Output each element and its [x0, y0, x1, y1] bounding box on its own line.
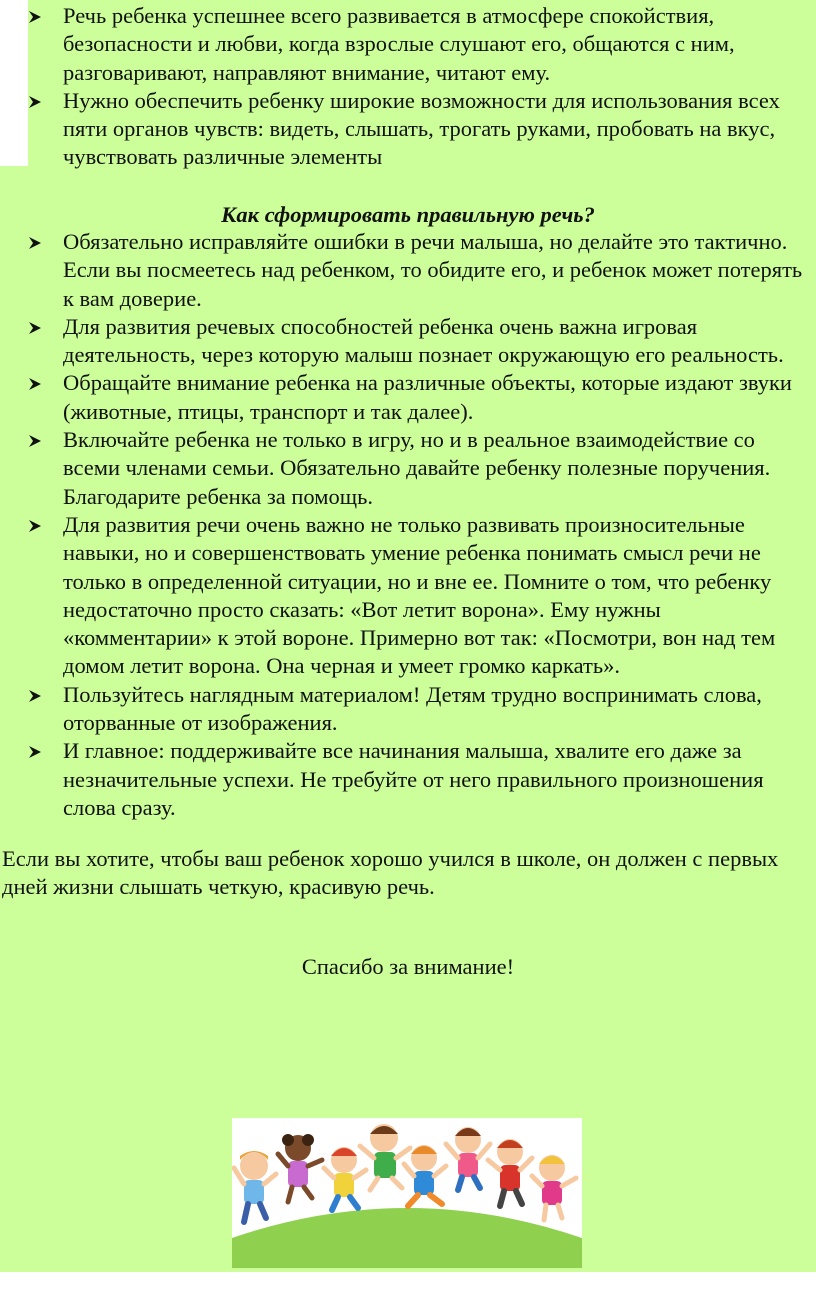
bullet-text: Включайте ребенка не только в игру, но и в реальное взаимодействие со всеми членами семьи. Обязательно давайте ребенку полезные поручения. Благодарите ребенка за помощь. [63, 427, 771, 509]
bullet-text: Речь ребенка успешнее всего развивается в атмосфере спокойствия, безопасности и любви, когда взрослые слушают его, общаются с ним, разговаривают, направляют внимание, читают ему. [63, 3, 735, 85]
thanks-line: Спасибо за внимание! [301, 954, 515, 979]
arrow-bullet-icon [28, 236, 42, 250]
list-item [0, 681, 816, 738]
bullet-text: Обязательно исправляйте ошибки в речи малыша, но делайте это тактично. Если вы посмеетесь над ребенком, то обидите его, и ребенок может потерять к вам доверие. [63, 229, 803, 311]
list-item [0, 228, 816, 313]
bullet-text: Нужно обеспечить ребенку широкие возможности для использования всех пяти органов чувств: видеть, слышать, трогать руками, пробовать на вкус, чувствовать различные элементы [63, 87, 780, 170]
bullet-text: И главное: поддерживайте все начинания малыша, хвалите его даже за незначительные успехи. Не требуйте от него правильного произношения слова сразу. [63, 738, 764, 820]
list-item [0, 426, 816, 511]
arrow-bullet-icon [28, 434, 42, 448]
bullet-text: Для развития речи очень важно не только развивать произносительные навыки, но и совершенствовать умение ребенка понимать смысл речи не только в определенной ситуации, но и вне ее. Помните о том, что ребенку недостаточно просто сказать: «Вот летит ворона». Ему нужны «комментарии» к этой вороне. Примерно вот так: «Посмотри, вон над тем домом летит ворона. Она черная и умеет громко каркать». [63, 511, 776, 679]
list-item [0, 87, 816, 172]
jumping-children-illustration [232, 1118, 582, 1268]
arrow-bullet-icon [28, 10, 42, 24]
arrow-bullet-icon [28, 377, 42, 391]
bullet-text: Пользуйтесь наглядным материалом! Детям трудно воспринимать слова, оторванные от изображения. [63, 681, 762, 736]
arrow-bullet-icon [28, 689, 42, 703]
list-item [0, 313, 816, 370]
section-heading: Как сформировать правильную речь? [221, 202, 595, 227]
arrow-bullet-icon [28, 519, 42, 533]
list-item [0, 511, 816, 681]
list-item [0, 2, 816, 87]
arrow-bullet-icon [28, 321, 42, 335]
closing-paragraph: Если вы хотите, чтобы ваш ребенок хорошо учился в школе, он должен с первых дней жизни слышать четкую, красивую речь. [2, 846, 779, 900]
list-item [0, 737, 816, 822]
intro-bullet-list [0, 2, 816, 172]
list-item [0, 369, 816, 426]
bullet-text: Обращайте внимание ребенка на различные объекты, которые издают звуки (животные, птицы, транспорт и так далее). [63, 370, 792, 424]
arrow-bullet-icon [28, 745, 42, 759]
bullet-text: Для развития речевых способностей ребенка очень важна игровая деятельность, через которую малыш познает окружающую его реальность. [63, 313, 784, 368]
tips-bullet-list [0, 228, 816, 822]
arrow-bullet-icon [28, 95, 42, 109]
